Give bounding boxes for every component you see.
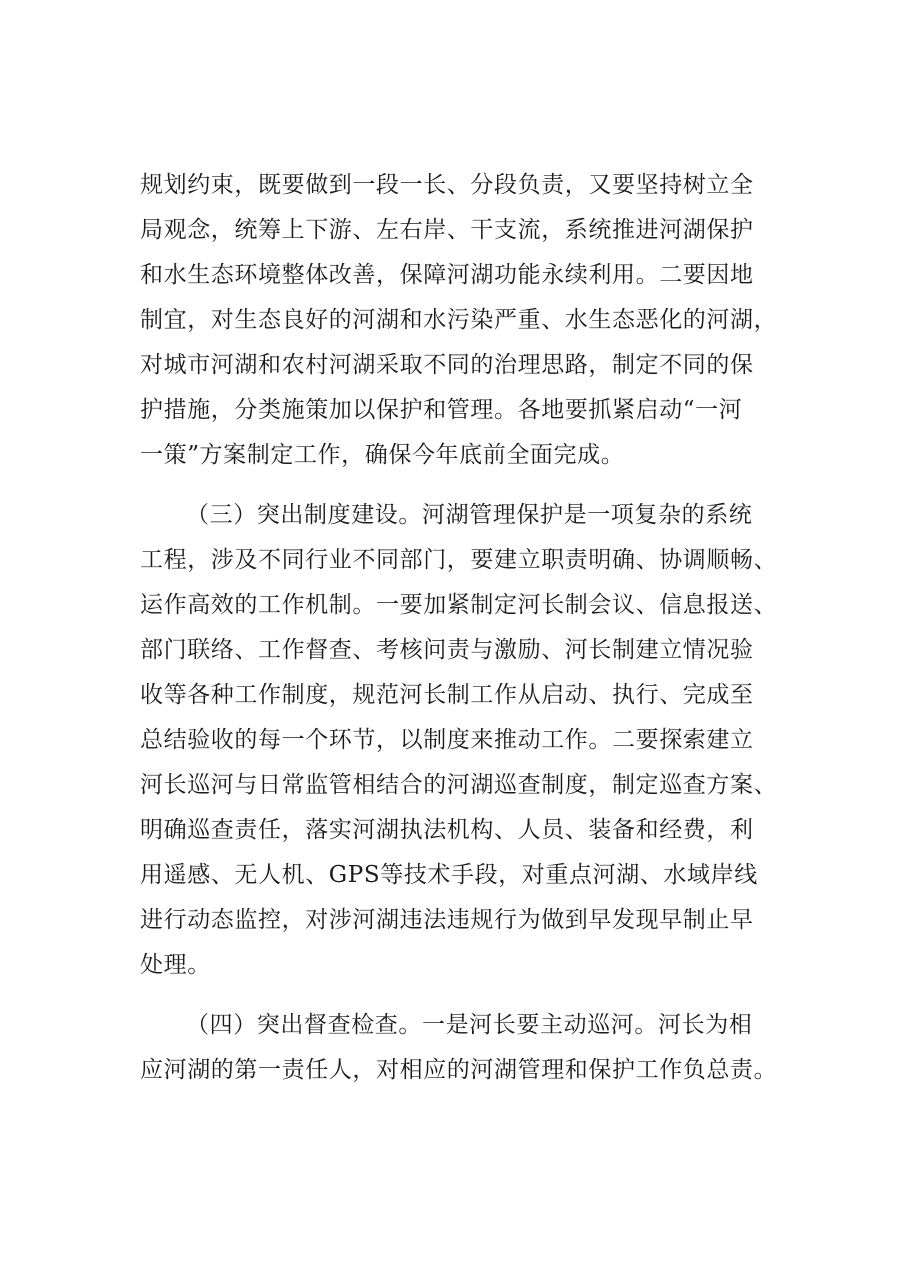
text-line: 处理。 [140, 952, 211, 978]
text-line: 进行动态监控，对涉河湖违法违规行为做到早发现早制止早 [140, 907, 754, 933]
document-body [140, 163, 800, 1093]
paragraph-spacer [140, 988, 800, 1003]
text-line: 总结验收的每一个环节，以制度来推动工作。二要探索建立 [140, 727, 754, 753]
text-line: （三）突出制度建设。河湖管理保护是一项复杂的系统 [186, 502, 753, 528]
text-line: 工程，涉及不同行业不同部门，要建立职责明确、协调顺畅、 [140, 547, 778, 573]
text-line: 规划约束，既要做到一段一长、分段负责，又要坚持树立全 [140, 172, 754, 198]
paragraph-continuation [140, 163, 800, 478]
text-line: 应河湖的第一责任人，对相应的河湖管理和保护工作负总责。 [140, 1057, 778, 1083]
text-line: （四）突出督查检查。一是河长要主动巡河。河长为相 [186, 1012, 753, 1038]
text-line: 收等各种工作制度，规范河长制工作从启动、执行、完成至 [140, 682, 754, 708]
text-line: 对城市河湖和农村河湖采取不同的治理思路，制定不同的保 [140, 352, 754, 378]
text-line: 运作高效的工作机制。一要加紧制定河长制会议、信息报送、 [140, 592, 778, 618]
text-line: 一策”方案制定工作，确保今年底前全面完成。 [140, 442, 625, 468]
text-line: 用遥感、无人机、GPS等技术手段，对重点河湖、水域岸线 [140, 862, 758, 888]
paragraph-institution-building [140, 493, 800, 988]
text-line: 河长巡河与日常监管相结合的河湖巡查制度，制定巡查方案、 [140, 772, 778, 798]
paragraph-spacer [140, 478, 800, 493]
text-line: 制宜，对生态良好的河湖和水污染严重、水生态恶化的河湖， [140, 307, 778, 333]
text-line: 局观念，统筹上下游、左右岸、干支流，系统推进河湖保护 [140, 217, 754, 243]
text-line: 护措施，分类施策加以保护和管理。各地要抓紧启动“一河 [140, 397, 743, 423]
paragraph-supervision [140, 1003, 800, 1093]
text-line: 明确巡查责任，落实河湖执法机构、人员、装备和经费，利 [140, 817, 754, 843]
text-line: 和水生态环境整体改善，保障河湖功能永续利用。二要因地 [140, 262, 754, 288]
text-line: 部门联络、工作督查、考核问责与激励、河长制建立情况验 [140, 637, 754, 663]
